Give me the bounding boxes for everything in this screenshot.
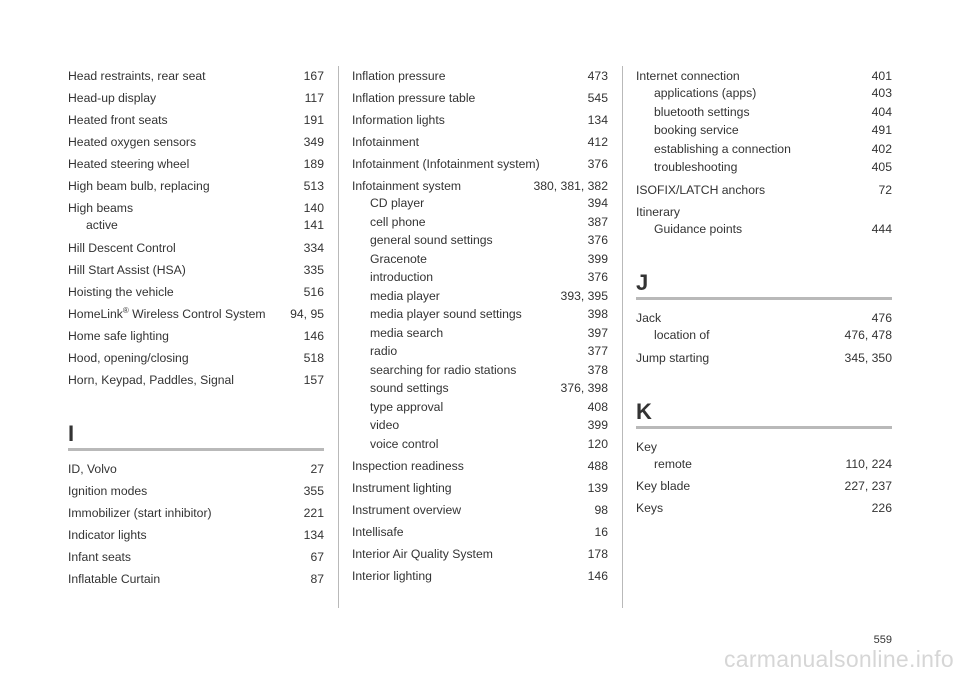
entry-term-text: media search — [370, 325, 444, 340]
entry-term — [352, 568, 432, 584]
index-entry — [68, 66, 324, 88]
index-entry — [352, 110, 608, 132]
entry-pages: 134 — [587, 113, 608, 127]
index-entry — [68, 198, 324, 216]
entry-term-text: Information lights — [352, 113, 445, 127]
entry-term — [68, 461, 117, 477]
entry-term — [654, 327, 710, 344]
entry-term-text: Internet connection — [636, 69, 740, 83]
entry-term — [370, 269, 433, 286]
entry-term-text: High beams — [68, 201, 134, 215]
entry-pages: 27 — [310, 461, 324, 476]
heading-rule — [636, 297, 892, 300]
entry-pages: 516 — [303, 284, 324, 299]
entry-term — [636, 500, 663, 516]
index-entry — [68, 154, 324, 176]
entry-pages: 146 — [587, 569, 608, 583]
entry-term — [68, 505, 212, 521]
index-entry — [636, 348, 892, 370]
entry-pages: 376 — [587, 233, 608, 247]
entry-pages: 476, 478 — [844, 328, 892, 342]
entry-term-text: ISOFIX/LATCH anchors — [636, 182, 766, 197]
entry-term-text: booking service — [654, 123, 739, 137]
entry-pages: 67 — [310, 549, 324, 564]
entry-pages: 398 — [587, 307, 608, 321]
entry-term-text: applications (apps) — [654, 86, 757, 100]
entry-term-text: ID, Volvo — [68, 461, 117, 476]
entry-term-text: Key — [636, 439, 658, 454]
index-entry — [68, 481, 324, 503]
entry-term-text: remote — [654, 456, 692, 471]
index-entry — [68, 132, 324, 154]
entry-term — [68, 372, 234, 388]
entry-term — [636, 478, 690, 494]
index-entry — [68, 370, 324, 392]
entry-term-text: radio — [370, 344, 398, 358]
entry-term — [654, 122, 739, 139]
entry-term-text: Instrument overview — [352, 503, 462, 517]
index-subentry — [636, 140, 892, 159]
entry-pages: 513 — [303, 179, 324, 193]
index-subentry — [636, 121, 892, 140]
entry-term — [68, 90, 156, 106]
entry-term-text: Guidance points — [654, 221, 743, 236]
letter-heading-j — [636, 271, 892, 300]
entry-term-text: searching for radio stations — [370, 362, 517, 377]
letter-heading-k — [636, 400, 892, 429]
index-subentry — [352, 416, 608, 435]
entry-term-text: cell phone — [370, 214, 426, 229]
entry-term — [68, 112, 168, 128]
entry-term — [352, 458, 464, 474]
index-subentry — [352, 194, 608, 213]
entry-term-text: Itinerary — [636, 204, 681, 219]
entry-pages: 334 — [303, 240, 324, 255]
entry-term-text: Hill Start Assist (HSA) — [68, 262, 186, 277]
entry-term — [370, 399, 443, 416]
heading-rule — [68, 448, 324, 451]
index-entry — [636, 308, 892, 326]
entry-pages: 402 — [871, 141, 892, 156]
index-subentry — [352, 213, 608, 232]
index-subentry — [68, 216, 324, 238]
entry-term-text: Instrument lighting — [352, 481, 452, 495]
column-divider — [338, 66, 339, 608]
entry-term — [370, 343, 397, 360]
entry-list — [636, 437, 892, 521]
entry-term — [636, 68, 740, 84]
index-subentry — [352, 231, 608, 250]
entry-term — [370, 380, 449, 397]
entry-pages: 380, 381, 382 — [533, 179, 608, 193]
entry-pages: 378 — [587, 362, 608, 377]
entry-term-text: Infotainment (Infotainment system) — [352, 157, 540, 171]
index-entry — [636, 180, 892, 202]
entry-term-text: Head-up display — [68, 91, 157, 105]
entry-pages: 404 — [871, 104, 892, 119]
entry-term-text: introduction — [370, 270, 434, 284]
entry-pages: 399 — [587, 251, 608, 266]
entry-term — [68, 350, 189, 366]
index-column-1 — [68, 66, 324, 591]
entry-term-text: Ignition modes — [68, 483, 148, 498]
index-entry — [68, 525, 324, 547]
entry-term-text: Hood, opening/closing — [68, 350, 189, 365]
index-entry — [352, 132, 608, 154]
index-subentry — [352, 361, 608, 380]
entry-pages: 140 — [303, 201, 324, 215]
entry-list — [636, 66, 892, 241]
entry-pages: 376 — [587, 157, 608, 171]
page-number: 559 — [873, 634, 892, 646]
entry-term — [636, 182, 765, 198]
entry-pages: 139 — [587, 481, 608, 495]
index-entry — [68, 282, 324, 304]
entry-term — [68, 262, 186, 278]
entry-term — [68, 571, 160, 587]
column-divider — [622, 66, 623, 608]
entry-term — [68, 483, 147, 499]
entry-pages: 376, 398 — [560, 381, 608, 395]
index-entry — [352, 566, 608, 588]
entry-pages: 393, 395 — [560, 288, 608, 303]
entry-term — [370, 306, 522, 323]
index-entry — [68, 88, 324, 110]
entry-pages: 72 — [878, 182, 892, 197]
entry-term-text: location of — [654, 328, 710, 342]
entry-term — [68, 68, 206, 84]
entry-pages: 403 — [871, 86, 892, 100]
index-entry — [68, 547, 324, 569]
index-entry — [352, 154, 608, 176]
entry-term — [352, 90, 475, 106]
entry-term — [68, 284, 174, 300]
letter-heading-i — [68, 422, 324, 451]
entry-term — [352, 68, 446, 84]
entry-term — [352, 178, 461, 194]
entry-term — [68, 134, 196, 150]
entry-term-text: Jump starting — [636, 350, 710, 365]
entry-term — [636, 204, 680, 220]
index-subentry — [636, 84, 892, 103]
entry-pages: 178 — [587, 547, 608, 561]
index-entry — [352, 500, 608, 522]
entry-pages: 191 — [303, 113, 324, 127]
entry-term-text: Key blade — [636, 479, 691, 493]
entry-term — [68, 328, 169, 344]
entry-term-text: Home safe lighting — [68, 328, 169, 343]
entry-pages: 376 — [587, 270, 608, 284]
index-entry — [352, 478, 608, 500]
index-subentry — [352, 379, 608, 398]
entry-term — [352, 156, 540, 172]
entry-term-text: type approval — [370, 399, 444, 414]
entry-term — [352, 134, 419, 150]
entry-pages: 120 — [587, 436, 608, 451]
watermark: carmanualsonline.info — [723, 646, 954, 672]
entry-list — [68, 459, 324, 591]
entry-pages: 518 — [303, 350, 324, 365]
entry-term-text: Interior Air Quality System — [352, 547, 493, 561]
index-subentry — [636, 220, 892, 242]
entry-term-text: Wireless Control System — [128, 306, 266, 321]
letter-heading-label: K — [636, 398, 652, 424]
entry-term — [68, 200, 133, 216]
entry-term-text: Intellisafe — [352, 525, 404, 539]
entry-term — [370, 232, 493, 249]
entry-term-text: High beam bulb, replacing — [68, 179, 210, 193]
entry-pages: 488 — [587, 459, 608, 473]
entry-pages: 387 — [587, 214, 608, 229]
entry-pages: 491 — [871, 123, 892, 137]
entry-term-text: CD player — [370, 196, 425, 210]
entry-term — [370, 417, 399, 434]
entry-term — [68, 240, 176, 256]
entry-term-text: troubleshooting — [654, 160, 738, 174]
entry-term-text: voice control — [370, 436, 439, 451]
index-entry — [68, 326, 324, 348]
entry-term-text: Infant seats — [68, 549, 132, 564]
entry-pages: 157 — [303, 372, 324, 387]
entry-pages: 146 — [303, 328, 324, 343]
entry-pages: 408 — [587, 399, 608, 414]
entry-term-text: Gracenote — [370, 251, 427, 266]
entry-term — [352, 480, 452, 496]
entry-term — [68, 527, 147, 543]
entry-pages: 401 — [871, 69, 892, 83]
entry-term-text: Inflation pressure table — [352, 91, 476, 105]
index-subentry — [352, 287, 608, 306]
entry-term — [86, 217, 118, 234]
entry-pages: 134 — [303, 527, 324, 542]
index-entry — [68, 503, 324, 525]
index-entry — [68, 238, 324, 260]
entry-term — [370, 251, 427, 268]
index-subentry — [352, 342, 608, 361]
entry-pages: 412 — [587, 135, 608, 149]
entry-term-text: Inflation pressure — [352, 69, 446, 83]
entry-pages: 405 — [871, 160, 892, 174]
index-entry — [68, 304, 324, 326]
entry-term — [68, 306, 266, 322]
heading-rule — [636, 426, 892, 429]
letter-heading-label: J — [636, 270, 649, 295]
entry-list — [352, 66, 608, 588]
entry-term — [370, 214, 426, 231]
entry-term — [352, 112, 445, 128]
entry-term — [68, 549, 131, 565]
entry-term — [68, 178, 210, 194]
index-subentry — [636, 158, 892, 180]
index-column-2 — [352, 66, 608, 588]
entry-pages: 141 — [303, 218, 324, 232]
index-subentry — [636, 326, 892, 348]
entry-term — [636, 310, 661, 326]
entry-term — [352, 502, 461, 518]
index-entry — [636, 476, 892, 498]
entry-pages: 167 — [303, 69, 324, 83]
entry-term — [654, 104, 750, 121]
index-entry — [68, 348, 324, 370]
entry-list — [636, 308, 892, 370]
index-entry — [352, 522, 608, 544]
index-subentry — [352, 268, 608, 287]
index-subentry — [636, 455, 892, 477]
index-entry — [352, 66, 608, 88]
index-subentry — [352, 398, 608, 417]
entry-term-text: HomeLink — [68, 306, 123, 321]
index-subentry — [352, 435, 608, 457]
entry-pages: 189 — [303, 157, 324, 171]
entry-term-text: media player sound settings — [370, 307, 522, 321]
entry-pages: 394 — [587, 196, 608, 210]
entry-term — [352, 546, 493, 562]
entry-term — [636, 350, 709, 366]
entry-pages: 94, 95 — [290, 306, 324, 321]
entry-pages: 397 — [587, 325, 608, 340]
index-entry — [352, 456, 608, 478]
entry-term-text: media player — [370, 288, 440, 303]
entry-pages: 349 — [303, 135, 324, 149]
index-subentry — [352, 250, 608, 269]
entry-term-text: active — [86, 218, 118, 232]
entry-term — [68, 156, 189, 172]
entry-term-text: Infotainment — [352, 135, 420, 149]
entry-term — [370, 436, 438, 453]
entry-term-text: Heated oxygen sensors — [68, 135, 197, 149]
entry-pages: 110, 224 — [845, 456, 892, 471]
entry-pages: 226 — [871, 501, 892, 515]
index-subentry — [352, 305, 608, 324]
entry-term-text: Inflatable Curtain — [68, 571, 161, 586]
entry-term-text: Jack — [636, 311, 662, 325]
index-column-3 — [636, 66, 892, 520]
entry-term-text: establishing a connection — [654, 141, 791, 156]
entry-term — [370, 288, 440, 305]
index-entry — [68, 459, 324, 481]
entry-pages: 399 — [587, 418, 608, 432]
index-entry — [68, 176, 324, 198]
index-entry — [68, 569, 324, 591]
entry-term — [654, 221, 742, 238]
entry-list — [68, 66, 324, 392]
entry-pages: 221 — [303, 505, 324, 520]
entry-pages: 476 — [871, 311, 892, 325]
entry-pages: 87 — [310, 571, 324, 586]
index-entry — [636, 498, 892, 520]
entry-term-text: Heated front seats — [68, 113, 168, 127]
entry-pages: 355 — [303, 483, 324, 498]
entry-term-text: video — [370, 418, 400, 432]
entry-term-text: sound settings — [370, 381, 449, 395]
entry-term-text: Horn, Keypad, Paddles, Signal — [68, 372, 234, 387]
entry-term-text: Indicator lights — [68, 527, 147, 542]
registered-mark: ® — [122, 305, 129, 315]
entry-term — [654, 456, 692, 473]
entry-term — [352, 524, 404, 540]
entry-term — [654, 85, 756, 102]
entry-pages: 345, 350 — [844, 350, 892, 365]
entry-term — [654, 141, 791, 158]
index-entry — [352, 88, 608, 110]
entry-term-text: Infotainment system — [352, 179, 462, 193]
entry-term-text: Heated steering wheel — [68, 157, 190, 171]
entry-pages: 16 — [594, 525, 608, 539]
index-entry — [636, 66, 892, 84]
entry-pages: 377 — [587, 344, 608, 358]
entry-term-text: general sound settings — [370, 233, 493, 247]
entry-pages: 545 — [587, 91, 608, 105]
letter-heading-label: I — [68, 420, 75, 446]
entry-pages: 444 — [871, 221, 892, 236]
entry-term-text: Keys — [636, 501, 664, 515]
index-entry — [636, 202, 892, 220]
entry-term-text: bluetooth settings — [654, 104, 750, 119]
entry-term-text: Head restraints, rear seat — [68, 69, 206, 83]
index-entry — [68, 260, 324, 282]
entry-term — [370, 325, 443, 342]
index-subentry — [636, 103, 892, 122]
index-entry — [352, 544, 608, 566]
entry-pages: 227, 237 — [844, 479, 892, 493]
entry-pages: 98 — [594, 503, 608, 517]
entry-term-text: Inspection readiness — [352, 459, 464, 473]
index-entry — [636, 437, 892, 455]
entry-term — [370, 362, 516, 379]
entry-term — [654, 159, 737, 176]
entry-term-text: Immobilizer (start inhibitor) — [68, 505, 212, 520]
index-entry — [68, 110, 324, 132]
entry-term-text: Interior lighting — [352, 569, 432, 583]
entry-pages: 473 — [587, 69, 608, 83]
entry-term — [636, 439, 657, 455]
entry-pages: 335 — [303, 262, 324, 277]
entry-pages: 117 — [304, 91, 324, 105]
index-entry — [352, 176, 608, 194]
entry-term-text: Hill Descent Control — [68, 240, 176, 255]
index-subentry — [352, 324, 608, 343]
entry-term — [370, 195, 424, 212]
entry-term-text: Hoisting the vehicle — [68, 284, 174, 299]
